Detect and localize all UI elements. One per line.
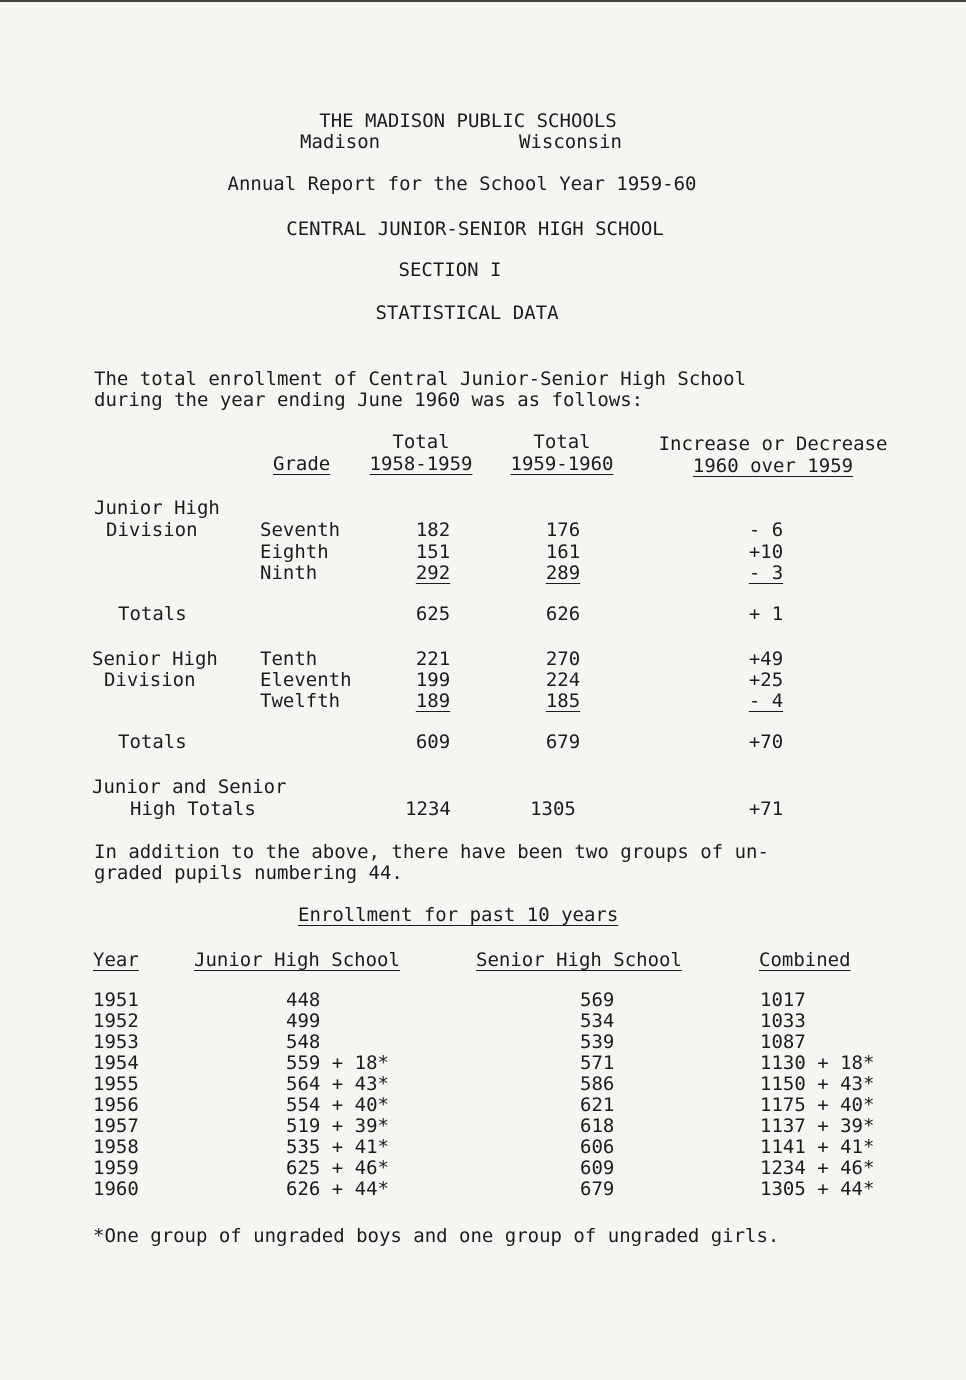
senior-cell: 539 — [580, 1031, 615, 1053]
twelfth-1959: 185 — [545, 690, 581, 712]
combined-cell: 1150 + 43* — [760, 1073, 875, 1095]
tenth-1959: 270 — [545, 648, 581, 670]
page-edge-line — [0, 0, 966, 2]
tenth-change: +49 — [748, 648, 784, 670]
junior-totals-1958: 625 — [415, 603, 451, 625]
total-1958-header-bottom: 1958-1959 — [369, 453, 473, 475]
year-cell: 1954 — [93, 1052, 139, 1074]
senior-cell: 534 — [580, 1010, 615, 1032]
past-years-title: Enrollment for past 10 years — [298, 904, 619, 926]
junior-cell: 499 — [286, 1010, 321, 1032]
report-title: Annual Report for the School Year 1959-60 — [227, 173, 697, 195]
ungraded-note-line-2: graded pupils numbering 44. — [94, 862, 403, 884]
grade-eighth: Eighth — [260, 541, 329, 563]
subject-title: STATISTICAL DATA — [375, 302, 559, 324]
junior-totals-1959: 626 — [545, 603, 581, 625]
year-cell: 1953 — [93, 1031, 139, 1053]
senior-cell: 621 — [580, 1094, 615, 1116]
senior-totals-1958: 609 — [415, 731, 451, 753]
total-1959-header-top: Total — [533, 431, 591, 453]
section-title: SECTION I — [398, 259, 502, 281]
junior-division-label-2: Division — [106, 519, 198, 541]
state-label: Wisconsin — [519, 131, 622, 153]
city-label: Madison — [300, 131, 381, 153]
junior-totals-label: Totals — [118, 603, 187, 625]
senior-cell: 586 — [580, 1073, 615, 1095]
eighth-change: +10 — [748, 541, 784, 563]
change-header-bottom: 1960 over 1959 — [692, 455, 854, 477]
junior-cell: 559 + 18* — [286, 1052, 389, 1074]
twelfth-1958: 189 — [415, 690, 451, 712]
senior-header: Senior High School — [476, 949, 682, 971]
year-cell: 1951 — [93, 989, 139, 1011]
junior-totals-change: + 1 — [748, 603, 784, 625]
year-cell: 1959 — [93, 1157, 139, 1179]
seventh-change: - 6 — [748, 519, 784, 541]
combined-cell: 1130 + 18* — [760, 1052, 875, 1074]
ninth-change: - 3 — [748, 562, 784, 584]
school-title: CENTRAL JUNIOR-SENIOR HIGH SCHOOL — [286, 218, 664, 240]
junior-cell: 548 — [286, 1031, 321, 1053]
junior-cell: 535 + 41* — [286, 1136, 389, 1158]
junior-cell: 564 + 43* — [286, 1073, 389, 1095]
eleventh-1958: 199 — [415, 669, 451, 691]
junior-cell: 519 + 39* — [286, 1115, 389, 1137]
grade-header: Grade — [273, 453, 331, 475]
grade-twelfth: Twelfth — [260, 690, 341, 712]
senior-cell: 679 — [580, 1178, 615, 1200]
ninth-1958: 292 — [415, 562, 451, 584]
intro-line-1: The total enrollment of Central Junior-Senior High School — [94, 368, 747, 390]
seventh-1959: 176 — [545, 519, 581, 541]
year-cell: 1958 — [93, 1136, 139, 1158]
senior-cell: 571 — [580, 1052, 615, 1074]
combined-label-1: Junior and Senior — [92, 776, 287, 798]
senior-cell: 569 — [580, 989, 615, 1011]
senior-cell: 618 — [580, 1115, 615, 1137]
combined-cell: 1175 + 40* — [760, 1094, 875, 1116]
eighth-1959: 161 — [545, 541, 581, 563]
eleventh-1959: 224 — [545, 669, 581, 691]
ninth-1959: 289 — [545, 562, 581, 584]
grade-ninth: Ninth — [260, 562, 318, 584]
combined-change: +71 — [748, 798, 784, 820]
tenth-1958: 221 — [415, 648, 451, 670]
senior-division-label-2: Division — [104, 669, 196, 691]
total-1959-header-bottom: 1959-1960 — [510, 453, 614, 475]
year-cell: 1956 — [93, 1094, 139, 1116]
combined-header: Combined — [759, 949, 851, 971]
senior-totals-label: Totals — [118, 731, 187, 753]
senior-totals-1959: 679 — [545, 731, 581, 753]
twelfth-change: - 4 — [748, 690, 784, 712]
org-title: THE MADISON PUBLIC SCHOOLS — [319, 110, 617, 132]
combined-cell: 1234 + 46* — [760, 1157, 875, 1179]
combined-cell: 1305 + 44* — [760, 1178, 875, 1200]
junior-cell: 626 + 44* — [286, 1178, 389, 1200]
senior-cell: 606 — [580, 1136, 615, 1158]
total-1958-header-top: Total — [392, 431, 450, 453]
combined-cell: 1137 + 39* — [760, 1115, 875, 1137]
combined-cell: 1033 — [760, 1010, 806, 1032]
intro-line-2: during the year ending June 1960 was as follows: — [94, 389, 644, 411]
grade-tenth: Tenth — [260, 648, 318, 670]
ungraded-note-line-1: In addition to the above, there have been two groups of un- — [94, 841, 769, 863]
combined-cell: 1087 — [760, 1031, 806, 1053]
senior-cell: 609 — [580, 1157, 615, 1179]
junior-cell: 448 — [286, 989, 321, 1011]
year-cell: 1960 — [93, 1178, 139, 1200]
year-cell: 1957 — [93, 1115, 139, 1137]
combined-1958: 1234 — [405, 798, 451, 820]
senior-division-label-1: Senior High — [92, 648, 218, 670]
change-header-top: Increase or Decrease — [658, 433, 888, 455]
eighth-1958: 151 — [415, 541, 451, 563]
junior-division-label-1: Junior High — [94, 497, 220, 519]
combined-1959: 1305 — [530, 798, 576, 820]
junior-cell: 625 + 46* — [286, 1157, 389, 1179]
footnote: *One group of ungraded boys and one group of ungraded girls. — [93, 1225, 780, 1247]
junior-header: Junior High School — [194, 949, 400, 971]
combined-cell: 1141 + 41* — [760, 1136, 875, 1158]
grade-eleventh: Eleventh — [260, 669, 352, 691]
seventh-1958: 182 — [415, 519, 451, 541]
combined-cell: 1017 — [760, 989, 806, 1011]
eleventh-change: +25 — [748, 669, 784, 691]
senior-totals-change: +70 — [748, 731, 784, 753]
year-header: Year — [93, 949, 139, 971]
junior-cell: 554 + 40* — [286, 1094, 389, 1116]
grade-seventh: Seventh — [260, 519, 341, 541]
year-cell: 1952 — [93, 1010, 139, 1032]
combined-label-2: High Totals — [130, 798, 256, 820]
year-cell: 1955 — [93, 1073, 139, 1095]
